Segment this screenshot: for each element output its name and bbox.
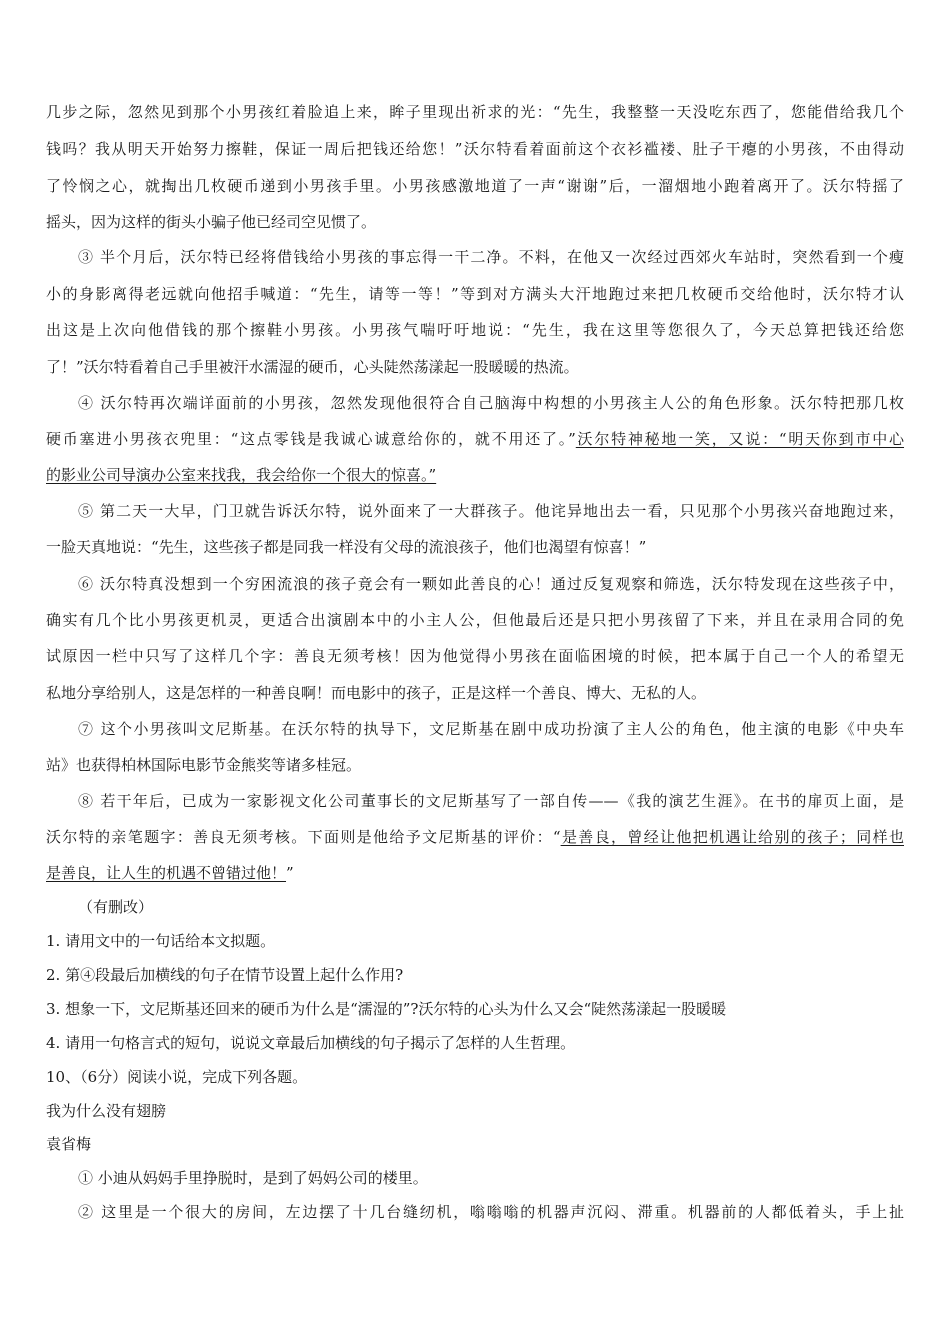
paragraph-6-line-1: ⑥ 沃尔特真没想到一个穷困流浪的孩子竟会有一颗如此善良的心！通过反复观察和筛选，沃尔特发现在这些孩子中， [78, 575, 904, 593]
paragraph-2-line-2: 钱吗？我从明天开始努力擦鞋，保证一周后把钱还给您！”沃尔特看着面前这个衣衫褴褛、肚子干瘪的小男孩，不由得动 [46, 140, 904, 158]
paragraph-3-line-1: ③ 半个月后，沃尔特已经将借钱给小男孩的事忘得一干二净。不料，在他又一次经过西郊火车站时，突然看到一个瘦 [78, 248, 904, 266]
paragraph-7-line-1: ⑦ 这个小男孩叫文尼斯基。在沃尔特的执导下，文尼斯基在剧中成功扮演了主人公的角色，他主演的电影《中央车 [78, 720, 904, 738]
paragraph-4-plain-text: 硬币塞进小男孩衣兜里：“这点零钱是我诚心诚意给你的，就不用还了。” [46, 430, 576, 448]
question-2: 2. 第④段最后加横线的句子在情节设置上起什么作用? [46, 966, 404, 984]
paragraph-4-line-1: ④ 沃尔特再次端详面前的小男孩，忽然发现他很符合自己脑海中构想的小男孩主人公的角色形象。沃尔特把那几枚 [78, 394, 904, 412]
paragraph-3-line-2: 小的身影离得老远就向他招手喊道：“先生，请等一等！”等到对方满头大汗地跑过来把几枚硬币交给他时，沃尔特才认 [46, 285, 904, 303]
paragraph-3-line-4: 了！”沃尔特看着自己手里被汗水濡湿的硬币，心头陡然荡漾起一股暖暖的热流。 [46, 358, 579, 376]
paragraph-8-line-1: ⑧ 若干年后，已成为一家影视文化公司董事长的文尼斯基写了一部自传——《我的演艺生涯》。在书的扉页上面，是 [78, 792, 904, 810]
paragraph-8-plain-text: 沃尔特的亲笔题字：善良无须考核。下面则是他给予文尼斯基的评价：“ [46, 828, 561, 846]
closing-quote: ” [286, 864, 294, 882]
story-paragraph-2: ② 这里是一个很大的房间，左边摆了十几台缝纫机，嗡嗡嗡的机器声沉闷、滞重。机器前的人都低着头，手上扯 [78, 1203, 904, 1221]
edit-note: （有删改） [78, 898, 154, 916]
story-paragraph-1: ① 小迪从妈妈手里挣脱时，是到了妈妈公司的楼里。 [78, 1169, 428, 1187]
question-10-heading: 10、（6分）阅读小说，完成下列各题。 [46, 1068, 308, 1086]
paragraph-5-line-2: 一脸天真地说：“先生，这些孩子都是同我一样没有父母的流浪孩子，他们也渴望有惊喜！” [46, 538, 647, 556]
paragraph-5-line-1: ⑤ 第二天一大早，门卫就告诉沃尔特，说外面来了一大群孩子。他诧异地出去一看，只见那个小男孩兴奋地跑过来， [78, 502, 904, 520]
question-4: 4. 请用一句格言式的短句，说说文章最后加横线的句子揭示了怎样的人生哲理。 [46, 1034, 576, 1052]
story-author: 袁省梅 [46, 1135, 92, 1153]
paragraph-2-line-1: 几步之际，忽然见到那个小男孩红着脸追上来，眸子里现出祈求的光：“先生，我整整一天没吃东西了，您能借给我几个 [46, 103, 904, 121]
paragraph-2-line-3: 了怜悯之心，就掏出几枚硬币递到小男孩手里。小男孩感激地道了一声“谢谢”后，一溜烟地小跑着离开了。沃尔特摇了 [46, 177, 904, 195]
paragraph-7-line-2: 站》也获得柏林国际电影节金熊奖等诸多桂冠。 [46, 756, 362, 774]
paragraph-2-line-4: 摇头，因为这样的街头小骗子他已经司空见惯了。 [46, 213, 377, 231]
paragraph-4-line-2 [46, 429, 904, 449]
paragraph-3-line-3: 出这是上次向他借钱的那个擦鞋小男孩。小男孩气喘吁吁地说：“先生，我在这里等您很久了，今天总算把钱还给您 [46, 321, 904, 339]
underlined-sentence-4-end: 的影业公司导演办公室来找我，我会给你一个很大的惊喜。” [46, 466, 437, 484]
underlined-sentence-8: 是善良，曾经让他把机遇让给别的孩子；同样也 [560, 828, 904, 846]
question-3: 3. 想象一下，文尼斯基还回来的硬币为什么是“濡湿的”?沃尔特的心头为什么又会“陡然荡漾起一股暖暖 [46, 1000, 727, 1018]
story-title: 我为什么没有翅膀 [46, 1102, 167, 1120]
paragraph-8-line-2 [46, 827, 904, 847]
paragraph-6-line-2: 确实有几个比小男孩更机灵，更适合出演剧本中的小主人公，但他最后还是只把小男孩留了下来，并且在录用合同的免 [46, 611, 904, 629]
paragraph-6-line-3: 试原因一栏中只写了这样几个字：善良无须考核！因为他觉得小男孩在面临困境的时候，把本属于自己一个人的希望无 [46, 647, 904, 665]
underlined-sentence-4: 沃尔特神秘地一笑，又说：“明天你到市中心 [575, 430, 905, 448]
underlined-sentence-8-end: 是善良，让人生的机遇不曾错过他！ [46, 864, 287, 882]
question-1: 1. 请用文中的一句话给本文拟题。 [46, 932, 276, 950]
paragraph-8-line-3 [46, 863, 294, 883]
paragraph-6-line-4: 私地分享给别人，这是怎样的一种善良啊！而电影中的孩子，正是这样一个善良、博大、无私的人。 [46, 684, 707, 702]
